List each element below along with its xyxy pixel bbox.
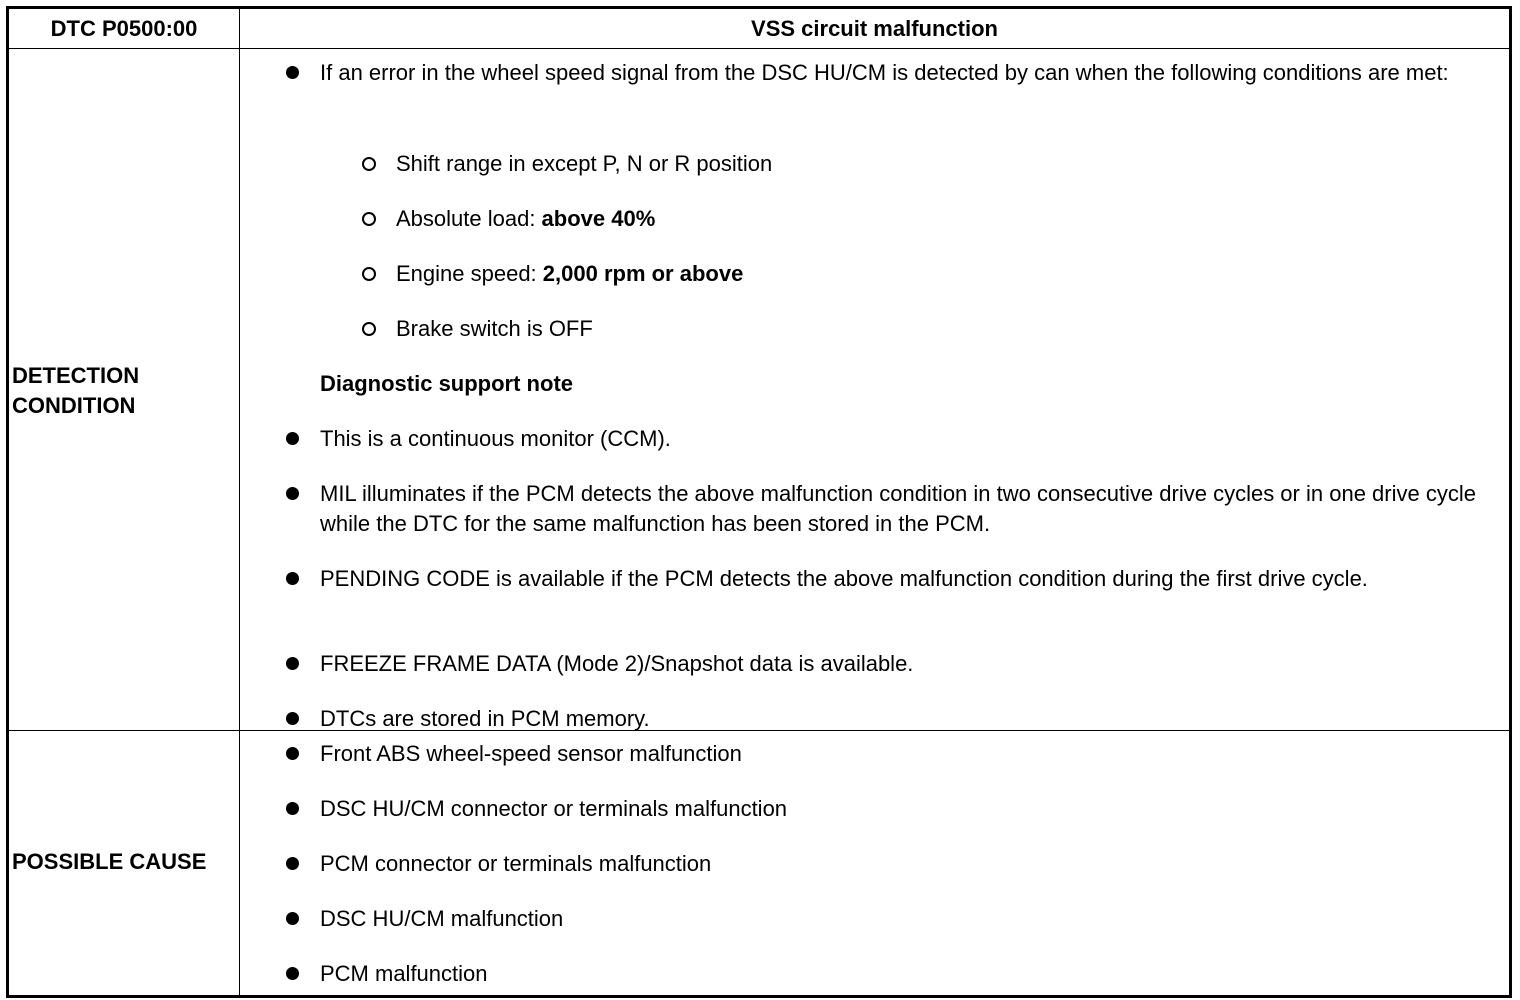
condition-text: Engine speed: — [396, 261, 543, 286]
note-item — [320, 424, 1485, 454]
bullet-icon — [286, 857, 299, 870]
possible-cause-label: POSSIBLE CAUSE — [12, 849, 207, 874]
bullet-icon — [286, 66, 299, 79]
cause-item — [320, 739, 1485, 769]
note-heading: Diagnostic support note — [320, 371, 573, 396]
circle-bullet-icon — [362, 267, 376, 281]
bullet-icon — [286, 802, 299, 815]
condition-text: Shift range in except P, N or R position — [396, 151, 773, 176]
condition-value: 2,000 rpm or above — [542, 261, 744, 286]
bullet-icon — [286, 747, 299, 760]
cause-item — [320, 794, 1485, 824]
condition-item — [396, 204, 1396, 234]
circle-bullet-icon — [362, 322, 376, 336]
note-item — [320, 649, 1485, 679]
bullet-icon — [286, 712, 299, 725]
condition-item — [396, 149, 1396, 179]
circle-bullet-icon — [362, 212, 376, 226]
bullet-icon — [286, 967, 299, 980]
circle-bullet-icon — [362, 157, 376, 171]
cause-text: PCM connector or terminals malfunction — [320, 851, 712, 876]
note-item — [320, 479, 1485, 539]
condition-text: Brake switch is OFF — [396, 316, 593, 341]
note-text: DTCs are stored in PCM memory. — [320, 706, 650, 731]
note-text: This is a continuous monitor (CCM). — [320, 426, 671, 451]
cause-text: PCM malfunction — [320, 961, 488, 986]
dtc-code: DTC P0500:00 — [50, 15, 198, 41]
dtc-title: VSS circuit malfunction — [751, 15, 998, 41]
cause-text: Front ABS wheel-speed sensor malfunction — [320, 741, 742, 766]
detection-condition-label — [12, 361, 237, 421]
bullet-icon — [286, 657, 299, 670]
condition-item — [396, 259, 1396, 289]
cause-item — [320, 904, 1485, 934]
header-divider — [9, 48, 1509, 49]
detection-label-line1: DETECTION — [12, 363, 140, 388]
bullet-icon — [286, 432, 299, 445]
condition-item — [396, 314, 1396, 344]
cause-item — [320, 959, 1485, 989]
detection-label-line2: CONDITION — [12, 393, 136, 418]
bullet-icon — [286, 572, 299, 585]
bullet-icon — [286, 912, 299, 925]
cause-item — [320, 849, 1485, 879]
bullet-icon — [286, 487, 299, 500]
note-text: MIL illuminates if the PCM detects the above malfunction condition in two consecutive drive cycles or in one drive cycle while the DTC for the same malfunction has been stored in the PCM. — [320, 481, 1476, 536]
detection-intro-text: If an error in the wheel speed signal from the DSC HU/CM is detected by can when the following conditions are met: — [320, 60, 1449, 85]
cause-text: DSC HU/CM connector or terminals malfunction — [320, 796, 788, 821]
note-item — [320, 564, 1485, 594]
condition-value: above 40% — [541, 206, 656, 231]
detection-intro — [320, 58, 1485, 88]
note-text: PENDING CODE is available if the PCM detects the above malfunction condition during the first drive cycle. — [320, 566, 1368, 591]
condition-text: Absolute load: — [396, 206, 542, 231]
note-item — [320, 704, 1485, 734]
cause-text: DSC HU/CM malfunction — [320, 906, 564, 931]
note-text: FREEZE FRAME DATA (Mode 2)/Snapshot data is available. — [320, 651, 914, 676]
column-divider — [239, 9, 240, 995]
dtc-table — [6, 6, 1512, 998]
